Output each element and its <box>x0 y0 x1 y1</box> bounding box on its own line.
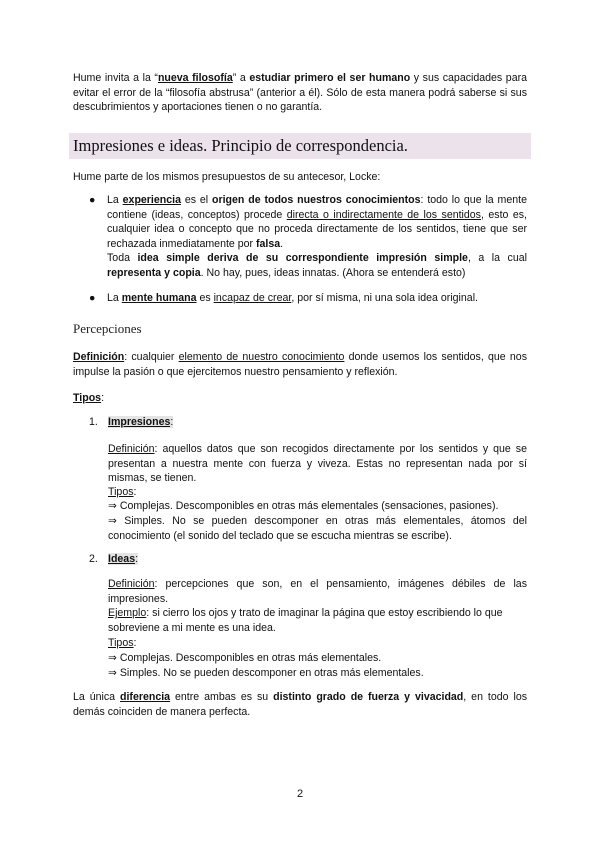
section-heading: Impresiones e ideas. Principio de correspondencia. <box>69 133 531 159</box>
list-item <box>89 193 528 280</box>
item-tipos-label: Tipos: <box>108 637 137 649</box>
bullet-text: La experiencia es el origen de todos nuestros conocimientos: todo lo que la mente contiene (ideas, conceptos) procede directa o indirectamente de los sentidos, esto es, cualquier idea o concepto que no proceda directamente de los sentidos, tiene que ser rechazada inmediatamente por falsa. Toda idea simple deriva de su correspondiente impresión simple, a la cual representa y copia. No hay, pues, ideas innatas. (Ahora se entenderá esto) <box>107 194 528 279</box>
item-title: Ideas: <box>108 553 139 565</box>
page-number: 2 <box>296 788 304 800</box>
subsection-heading: Percepciones <box>73 321 142 336</box>
bullet-text: La mente humana es incapaz de crear, por sí misma, ni una sola idea original. <box>107 292 478 304</box>
type-item: ⇒ Complejas. Descomponibles en otras más elementales (sensaciones, pasiones). <box>108 500 499 512</box>
definition-paragraph: Definición: cualquier elemento de nuestro conocimiento donde usemos los sentidos, que nos impulse la pasión o que ejercitemos nuestro pensamiento y reflexión. <box>73 351 527 378</box>
bullet-dot: ● <box>89 292 96 304</box>
type-item: ⇒ Simples. No se pueden descomponer en otras más elementales, átomos del conocimiento (el sonido del teclado que se escucha mientras se escribe). <box>108 515 527 542</box>
tipos-label: Tipos: <box>73 392 105 404</box>
list-number: 1. <box>89 416 98 428</box>
bullet-dot: ● <box>89 194 96 206</box>
item-title: Impresiones: <box>108 416 174 428</box>
lead-text: Hume parte de los mismos presupuestos de su antecesor, Locke: <box>73 171 381 183</box>
intro-paragraph: Hume invita a la “nueva filosofía” a estudiar primero el ser humano y sus capacidades para evitar el error de la “filosofía abstrusa” (anterior a él). Sólo de esta manera podrá saberse si sus descubrimientos y aportaciones tienen o no garantía. <box>73 72 528 113</box>
item-definition: Definición: aquellos datos que son recogidos directamente por los sentidos y que se presentan a nuestra mente con fuerza y viveza. Estas no representan nada por sí mismas, se tienen. <box>108 443 527 484</box>
item-tipos-label: Tipos: <box>108 486 137 498</box>
list-number: 2. <box>89 553 98 565</box>
item-example: Ejemplo: si cierro los ojos y trato de imaginar la página que estoy escribiendo lo que sobreviene a mi mente es una idea. <box>108 607 503 634</box>
type-item: ⇒ Complejas. Descomponibles en otras más elementales. <box>108 652 382 664</box>
conclusion-paragraph: La única diferencia entre ambas es su distinto grado de fuerza y vivacidad, en todo los demás coinciden de manera perfecta. <box>73 691 528 718</box>
list-item <box>89 291 527 306</box>
item-definition: Definición: percepciones que son, en el pensamiento, imágenes débiles de las impresiones. <box>108 578 527 605</box>
type-item: ⇒ Simples. No se pueden descomponer en otras más elementales. <box>108 667 424 679</box>
